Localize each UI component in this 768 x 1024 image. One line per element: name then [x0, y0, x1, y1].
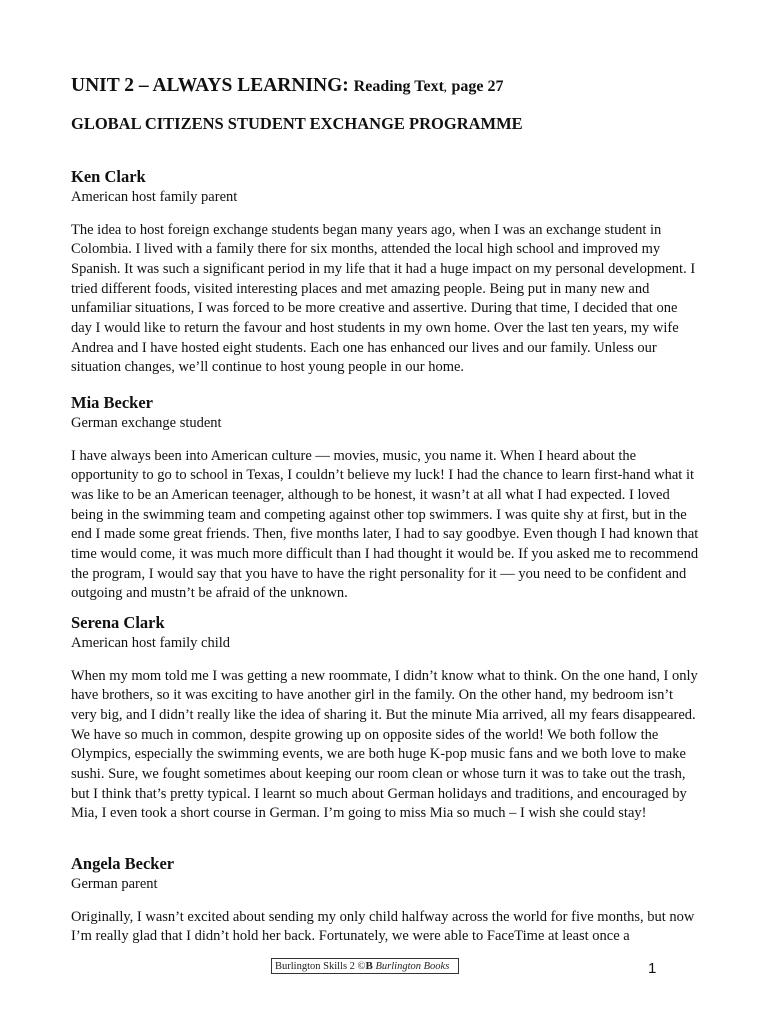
testimonial-text: I have always been into American culture — movies, music, you name it. When I heard about the opportunity to go to school in Texas, I couldn’t believe my luck! I had the chance to learn first-hand what it was like to be an American teenager, although to be honest, it wasn’t at all what I had expected. I loved being in the swimming team and competing against other top swimmers. I was quite shy at first, but in the end I made some great friends. Then, five months later, I had to say goodbye. Even though I had known that time would come, it was much more difficult than I had thought it would be. If you asked me to recommend the program, I would say that you have to have the right personality for it — you need to be confident and outgoing and mustn’t be afraid of the unknown. — [71, 447, 699, 602]
unit-heading — [71, 74, 504, 100]
page-number: 1 — [648, 960, 657, 977]
footer-copyright — [271, 958, 459, 974]
testimonial-angela-becker — [71, 853, 701, 947]
speaker-role: American host family parent — [71, 189, 238, 205]
speaker-role: German parent — [71, 876, 158, 892]
copyright-text: Burlington Skills 2 © — [275, 961, 366, 972]
document-title: GLOBAL CITIZENS STUDENT EXCHANGE PROGRAMME — [71, 114, 523, 133]
speaker-name: Angela Becker — [71, 854, 175, 873]
speaker-name: Ken Clark — [71, 167, 146, 186]
page-reference: page 27 — [451, 78, 504, 95]
testimonial-serena-clark — [71, 612, 701, 824]
speaker-name: Serena Clark — [71, 613, 165, 632]
speaker-name: Mia Becker — [71, 393, 154, 412]
testimonial-ken-clark — [71, 166, 701, 378]
heading-comma: , — [443, 82, 447, 94]
publisher-name: Burlington Books — [375, 961, 450, 972]
speaker-role: German exchange student — [71, 415, 222, 431]
testimonial-text: The idea to host foreign exchange students began many years ago, when I was an exchange student in Colombia. I lived with a family there for six months, attended the local high school and improved my Spanish. It was such a significant period in my life that it had a huge impact on my personal development. I tried different foods, visited interesting places and met amazing people. Being put in many new and unfamiliar situations, I was forced to be more creative and assertive. During that time, I decided that one day I would like to return the favour and host students in my own home. Over the last ten years, my wife Andrea and I have hosted eight students. Each one has enhanced our lives and our family. Unless our situation changes, we’ll continue to host young people in our home. — [71, 221, 696, 376]
unit-label: UNIT 2 – ALWAYS LEARNING: — [71, 75, 349, 96]
testimonial-mia-becker — [71, 392, 701, 604]
testimonial-text: When my mom told me I was getting a new roommate, I didn’t know what to think. On the one hand, I only have brothers, so it was exciting to have another girl in the family. On the other hand, my bedroom isn’t very big, and I didn’t really like the idea of sharing it. But the minute Mia arrived, all my fears disappeared. We have so much in common, despite growing up on opposite sides of the world! We both follow the Olympics, especially the swimming events, we are both huge K-pop music fans and we both love to make sushi. Sure, we fought sometimes about keeping our room clean or whose turn it was to take out the trash, but I think that’s pretty typical. I learnt so much about German holidays and traditions, and encouraged by Mia, I even took a short course in German. I’m going to miss Mia so much – I wish she could stay! — [71, 667, 698, 822]
testimonial-text: Originally, I wasn’t excited about sending my only child halfway across the world for five months, but now I’m really glad that I didn’t hold her back. Fortunately, we were able to FaceTime at least once a — [71, 908, 695, 945]
burlington-logo-icon: B — [365, 960, 373, 972]
reading-text-label: Reading Text — [353, 78, 444, 95]
speaker-role: American host family child — [71, 635, 231, 651]
